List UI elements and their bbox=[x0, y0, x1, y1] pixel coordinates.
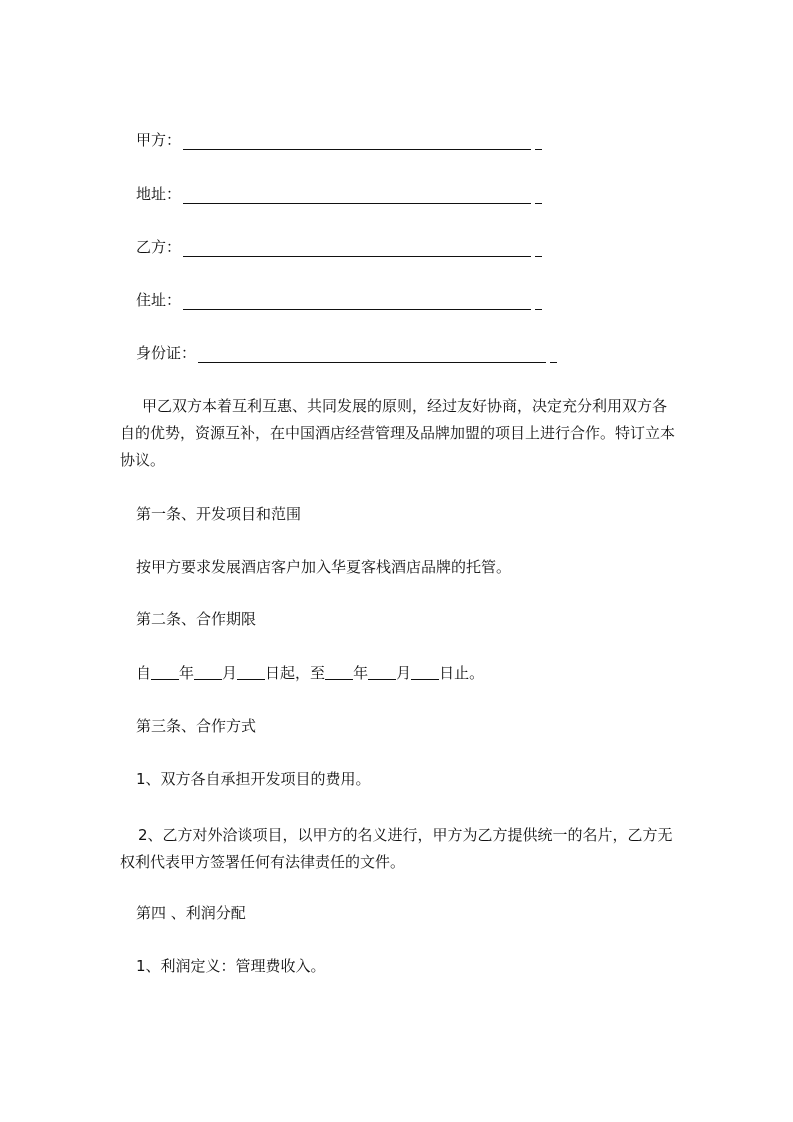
article4-title: 第四 、利润分配 bbox=[136, 904, 246, 922]
address-blank[interactable] bbox=[183, 189, 531, 204]
address-label: 地址： bbox=[136, 185, 182, 203]
party-b-blank-end bbox=[535, 246, 542, 257]
start-day-blank[interactable] bbox=[237, 665, 265, 680]
party-a-label: 甲方： bbox=[136, 131, 182, 149]
end-month-label: 月 bbox=[396, 664, 412, 682]
date-from-label: 自 bbox=[136, 664, 152, 682]
id-blank[interactable] bbox=[198, 348, 546, 363]
start-month-label: 月 bbox=[222, 664, 238, 682]
party-a-blank[interactable] bbox=[183, 135, 531, 150]
end-day-label: 日止。 bbox=[439, 664, 485, 682]
start-year-blank[interactable] bbox=[151, 665, 179, 680]
address-blank-end bbox=[535, 193, 542, 204]
article3-item1: 1、双方各自承担开发项目的费用。 bbox=[136, 770, 371, 788]
end-year-blank[interactable] bbox=[325, 665, 353, 680]
end-day-blank[interactable] bbox=[411, 665, 439, 680]
party-b-blank[interactable] bbox=[183, 242, 531, 257]
residence-blank[interactable] bbox=[183, 295, 531, 310]
article1-text: 按甲方要求发展酒店客户加入华夏客栈酒店品牌的托管。 bbox=[136, 558, 512, 576]
address-field bbox=[136, 184, 542, 204]
start-month-blank[interactable] bbox=[194, 665, 222, 680]
end-month-blank[interactable] bbox=[368, 665, 396, 680]
end-year-label: 年 bbox=[353, 664, 369, 682]
article2-title: 第二条、合作期限 bbox=[136, 610, 257, 628]
party-a-field bbox=[136, 130, 542, 150]
residence-blank-end bbox=[535, 299, 542, 310]
start-year-label: 年 bbox=[179, 664, 195, 682]
party-b-label: 乙方： bbox=[136, 238, 182, 256]
intro-paragraph: 甲乙双方本着互利互惠、共同发展的原则，经过友好协商，决定充分利用双方各自的优势，资源互补，在中国酒店经营管理及品牌加盟的项目上进行合作。特订立本协议。 bbox=[120, 397, 676, 469]
article1-title: 第一条、开发项目和范围 bbox=[136, 505, 302, 523]
article2-date-line bbox=[136, 663, 484, 683]
party-b-field bbox=[136, 237, 542, 257]
article4-item1: 1、利润定义：管理费收入。 bbox=[136, 957, 326, 975]
residence-label: 住址： bbox=[136, 291, 182, 309]
article3-title: 第三条、合作方式 bbox=[136, 717, 257, 735]
id-field bbox=[136, 343, 557, 363]
start-day-label: 日起，至 bbox=[265, 664, 326, 682]
article3-item2: 2、乙方对外洽谈项目，以甲方的名义进行，甲方为乙方提供统一的名片，乙方无权利代表甲方签署任何有法律责任的文件。 bbox=[120, 826, 673, 871]
residence-field bbox=[136, 290, 542, 310]
id-label: 身份证： bbox=[136, 344, 197, 362]
party-a-blank-end bbox=[535, 139, 542, 150]
id-blank-end bbox=[550, 352, 557, 363]
